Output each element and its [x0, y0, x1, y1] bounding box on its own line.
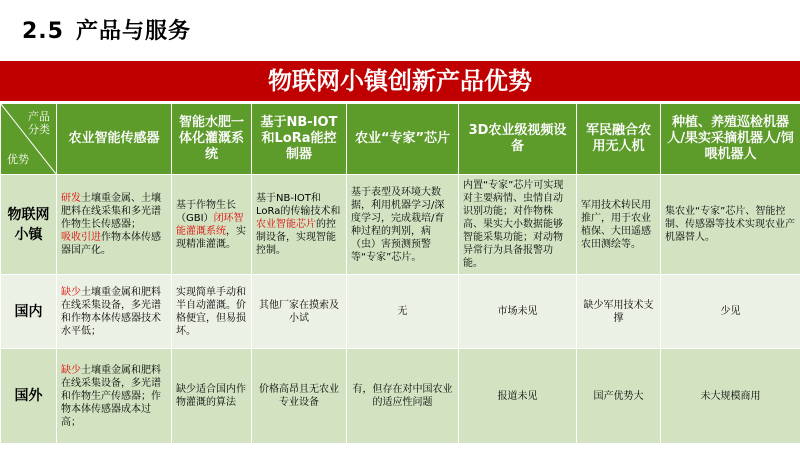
row-header: 国内	[1, 275, 57, 349]
table-cell: 国产优势大	[577, 349, 661, 444]
column-header: 军民融合农用无人机	[577, 104, 661, 175]
table-row	[1, 175, 800, 275]
row-header: 物联网小镇	[1, 175, 57, 275]
header-row	[1, 104, 800, 175]
table-cell	[57, 275, 172, 349]
table-cell: 内置“专家”芯片可实现对主要病情、虫情自动识别功能；对作物株高、果实大小数据能够智能采集功能；对动物异常行为具备报警功能。	[459, 175, 577, 275]
table-cell: 无	[347, 275, 459, 349]
corner-header	[1, 104, 57, 175]
highlight-text: 吸收引进	[61, 232, 101, 243]
column-header: 3D农业级视频设备	[459, 104, 577, 175]
product-advantage-table	[0, 103, 800, 444]
table-row	[1, 275, 800, 349]
cell-text: 基于作物生长（GBI）	[176, 199, 236, 224]
table-cell: 其他厂家在摸索及小试	[252, 275, 347, 349]
table-cell	[57, 349, 172, 444]
table-cell	[252, 175, 347, 275]
cell-text: 土壤重金属和肥料在线采集设备，多光谱和作物生产传感器；作物本体传感器成本过高；	[61, 364, 161, 428]
column-header: 农业智能传感器	[57, 104, 172, 175]
cell-text: ，实现精准灌溉。	[176, 225, 246, 250]
table-cell	[172, 175, 252, 275]
table-cell: 市场未见	[459, 275, 577, 349]
highlight-text: 农业智能芯片	[256, 219, 316, 230]
column-header: 智能水肥一体化灌溉系统	[172, 104, 252, 175]
section-title: 产品与服务	[75, 19, 191, 44]
table-cell: 价格高昂且无农业专业设备	[252, 349, 347, 444]
table-cell: 少见	[661, 275, 800, 349]
section-number: 2.5	[22, 19, 64, 44]
column-header: 种植、养殖巡检机器人/果实采摘机器人/饲喂机器人	[661, 104, 800, 175]
highlight-text: 缺少	[61, 364, 81, 376]
table-cell: 未大规模商用	[661, 349, 800, 444]
column-header: 农业“专家”芯片	[347, 104, 459, 175]
table-cell: 报道未见	[459, 349, 577, 444]
highlight-text: 研发	[61, 193, 81, 204]
row-header: 国外	[1, 349, 57, 444]
table-title-banner: 物联网小镇创新产品优势	[0, 61, 800, 101]
cell-text: 的控制设备，实现智能控制。	[256, 219, 336, 256]
slide-heading	[22, 14, 191, 45]
cell-text: 基于NB-IOT和LoRa的传输技术和	[256, 193, 341, 217]
corner-advantage-label: 优势	[7, 153, 29, 166]
table-cell: 实现简单手动和半自动灌溉。价格便宜，但易损坏。	[172, 275, 252, 349]
corner-product-label-2: 分类	[28, 123, 50, 136]
column-header: 基于NB-IOT和LoRa能控制器	[252, 104, 347, 175]
table-cell: 缺少适合国内作物灌溉的算法	[172, 349, 252, 444]
corner-product-label-1: 产品	[28, 110, 50, 123]
cell-text: 土壤重金属和肥料在线采集设备，多光谱和作物本体传感器技术水平低；	[61, 286, 161, 337]
table-cell: 基于表型及环境大数据，利用机器学习/深度学习，完成栽培/育种过程的判别，病（虫）害预测预警等“专家”芯片。	[347, 175, 459, 275]
cell-text: 土壤重金属、土壤肥料在线采集和多光谱作物生长传感器；	[61, 193, 161, 230]
table-cell: 缺少军用技术支撑	[577, 275, 661, 349]
cell-text: 作物本体传感器国产化。	[61, 232, 161, 256]
table-cell: 集农业“专家”芯片、智能控制、传感器等技术实现农业产机器替人。	[661, 175, 800, 275]
table-cell: 有，但存在对中国农业的适应性问题	[347, 349, 459, 444]
table-cell	[57, 175, 172, 275]
highlight-text: 缺少	[61, 286, 81, 298]
table-cell: 军用技术转民用推广，用于农业植保、大田遥感农田测绘等。	[577, 175, 661, 275]
table-row	[1, 349, 800, 444]
highlight-text: 闭环智能灌溉系统	[176, 212, 244, 237]
